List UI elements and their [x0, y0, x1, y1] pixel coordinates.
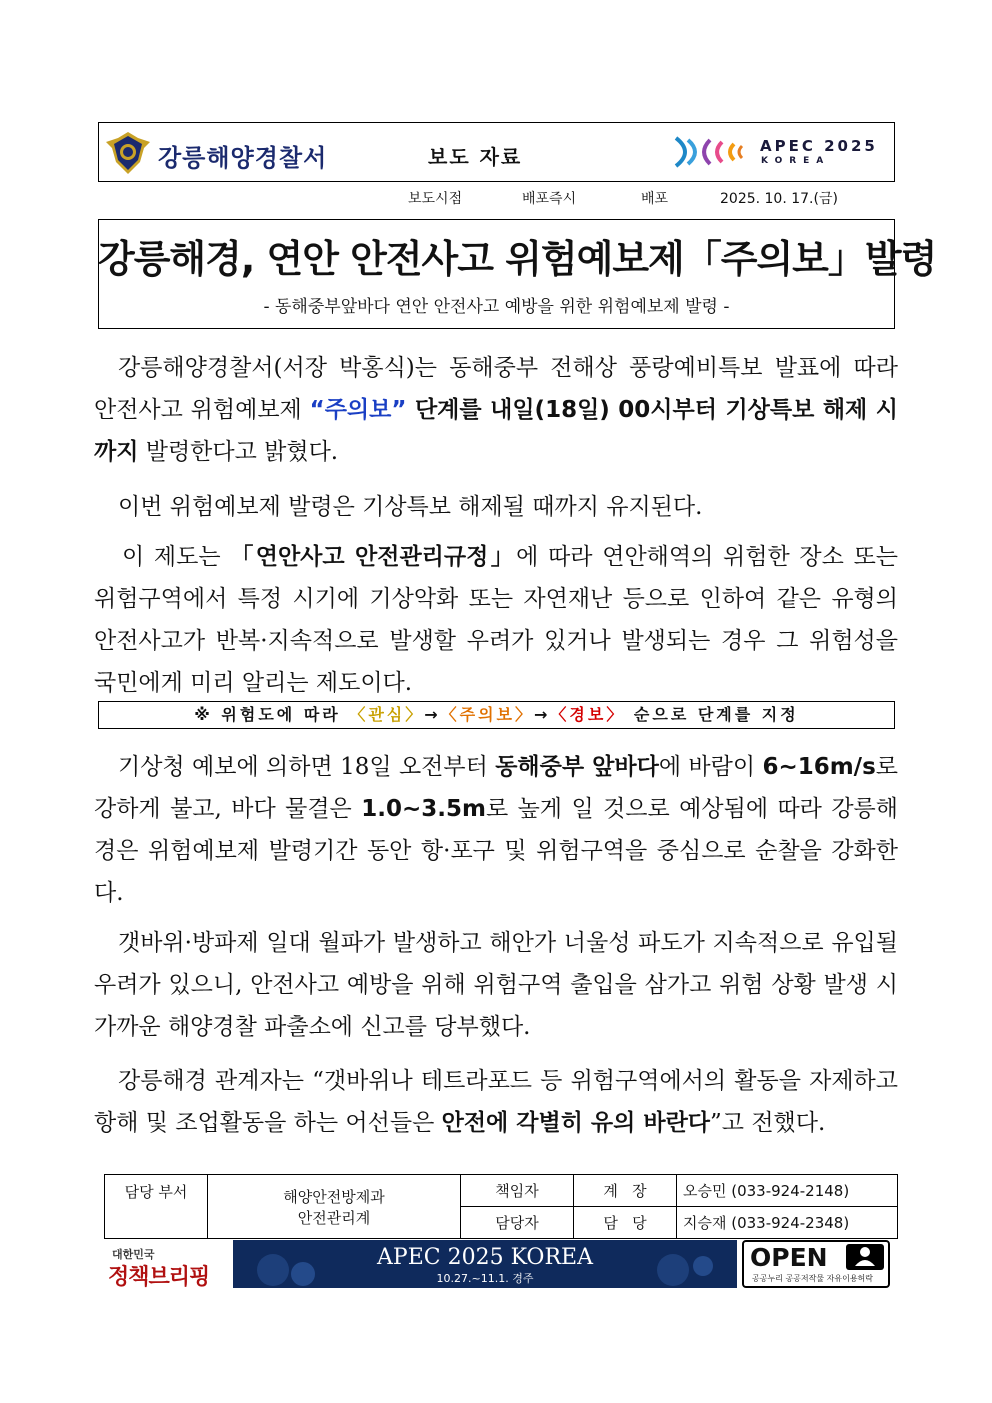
dept-line-1: 해양안전방제과: [283, 1187, 385, 1206]
paragraph-5: 갯바위·방파제 일대 월파가 발생하고 해안가 너울성 파도가 지속적으로 유입될 우려가 있으니, 안전사고 예방을 위해 위험구역 출입을 삼가고 위험 상황 발생 시 가까운 해양경찰 파출소에 신고를 당부했다.: [94, 930, 898, 1040]
release-label: 보도시점: [408, 191, 463, 207]
p6-text-a: 강릉해경 관계자는 “갯바위나 테트라포드 등 위험구역에서의 활동을 자제하고 항해 및 조업활동을 하는 어선들은: [94, 1068, 898, 1136]
contact-row-1: [105, 1175, 898, 1207]
note-level-advisory: 〈주의보〉: [440, 705, 535, 724]
role-staff: 담당자: [461, 1207, 574, 1239]
p1-advisory-level: “주의보”: [309, 397, 407, 423]
contact-table: [104, 1174, 898, 1239]
doc-type: 보도 자료: [428, 145, 523, 169]
note-suffix: 순으로 단계를 지정: [625, 705, 799, 724]
banner-dates: 10.27.~11.1. 경주: [436, 1272, 534, 1285]
note-prefix: ※ 위험도에 따라: [194, 705, 350, 724]
policy-briefing-small: 대한민국: [112, 1248, 155, 1261]
role-manager: 책임자: [461, 1175, 574, 1207]
dept-line-2: 안전관리계: [297, 1208, 371, 1227]
note-level-interest: 〈관심〉: [349, 705, 425, 724]
dept-name: [208, 1175, 461, 1239]
p1-text-bold: 단계를 내일(18일) 00시부터 기상특보 해제 시까지: [94, 397, 898, 465]
p4-text-g: 로 높게 일 것으로 예상됨에 따라 강릉해경은 위험예보제 발령기간 동안 항·포구 및 위험구역을 중심으로 순찰을 강화한다.: [94, 796, 898, 906]
p4-wave-height: 1.0~3.5m: [361, 796, 486, 822]
p4-area: 동해중부 앞바다: [495, 754, 659, 780]
p3-regulation: 「연안사고 안전관리규정」: [230, 544, 517, 570]
open-label: OPEN: [750, 1243, 828, 1272]
p3-text-c: 에 따라 연안해역의 위험한 장소 또는 위험구역에서 특정 시기에 기상악화 또는 자연재난 등으로 인하여 같은 유형의 안전사고가 반복·지속적으로 발생할 우려가 있거나 발생되는 경우 그 위험성을 국민에게 미리 알리는 제도이다.: [94, 544, 899, 696]
p6-quote-bold: 안전에 각별히 유의 바란다: [441, 1110, 711, 1136]
policy-briefing-logo: 정책브리핑: [108, 1265, 210, 1290]
note-arrow-1: →: [424, 705, 441, 724]
title-staff: 담 당: [574, 1207, 677, 1239]
open-license-sub: 공공누리 공공저작물 자유이용허락: [752, 1274, 874, 1283]
apec-logo-icon: [672, 132, 748, 172]
apec-country: KOREA: [761, 156, 831, 166]
paragraph-4: [94, 746, 898, 914]
org-name: 강릉해양경찰서: [158, 144, 328, 172]
release-timing: 배포즉시: [522, 191, 577, 207]
dept-label: 담당 부서: [105, 1175, 208, 1239]
coast-guard-emblem-icon: [104, 128, 152, 176]
p4-text-e: 로 강하게 불고, 바다 물결은: [94, 754, 898, 822]
page-title: 강릉해경, 연안 안전사고 위험예보제「주의보」발령: [98, 237, 937, 281]
banner-title: APEC 2025 KOREA: [377, 1245, 593, 1270]
person-manager: 오승민 (033-924-2148): [677, 1175, 898, 1207]
attribution-person-icon: [846, 1244, 884, 1270]
risk-level-note: [98, 701, 895, 729]
release-date: 2025. 10. 17.(금): [720, 191, 838, 207]
person-staff: 지승재 (033-924-2348): [677, 1207, 898, 1239]
page-subtitle: - 동해중부앞바다 연안 안전사고 예방을 위한 위험예보제 발령 -: [263, 297, 730, 317]
p4-wind-speed: 6~16m/s: [762, 754, 876, 780]
p4-text-c: 에 바람이: [658, 754, 763, 780]
paragraph-3: [94, 536, 898, 704]
p3-text-a: 이 제도는: [122, 544, 231, 570]
p4-text-a: 기상청 예보에 의하면 18일 오전부터: [118, 754, 496, 780]
paragraph-2: 이번 위험예보제 발령은 기상특보 해제될 때까지 유지된다.: [118, 494, 703, 520]
p1-text-d: 발령한다고 밝혔다.: [138, 439, 339, 465]
title-manager: 계 장: [574, 1175, 677, 1207]
distribute-label: 배포: [641, 191, 669, 207]
note-arrow-2: →: [534, 705, 551, 724]
apec-banner: [233, 1240, 737, 1288]
paragraph-6: [94, 1060, 898, 1144]
apec-wordmark: APEC 2025: [760, 137, 878, 155]
paragraph-1: [94, 347, 898, 473]
p1-text-a: 강릉해양경찰서(서장 박홍식)는 동해중부 전해상 풍랑예비특보 발표에 따라 안전사고 위험예보제: [94, 355, 898, 423]
note-level-warning: 〈경보〉: [550, 705, 626, 724]
p6-text-c: ”고 전했다.: [710, 1110, 826, 1136]
